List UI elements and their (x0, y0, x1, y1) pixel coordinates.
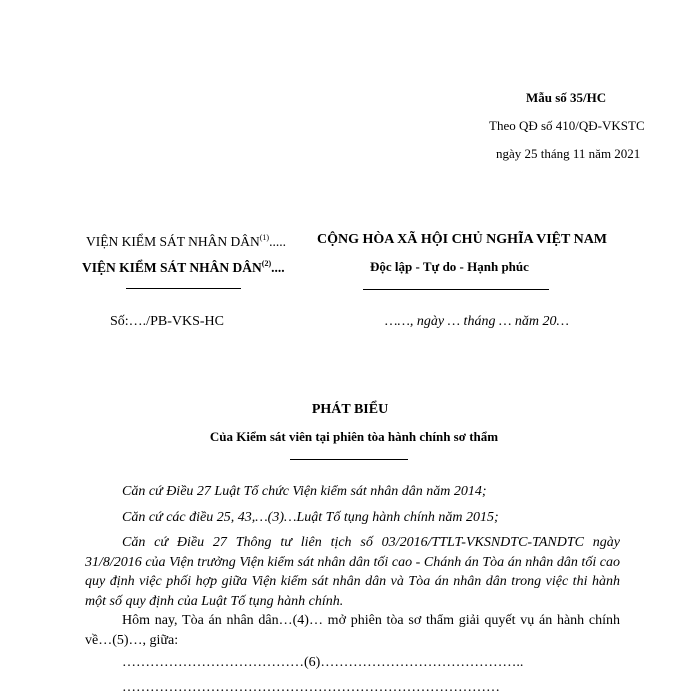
form-decision: Theo QĐ số 410/QĐ-VKSTC (489, 118, 645, 133)
document-number: Số:…./PB-VKS-HC (110, 314, 224, 329)
party-line-1: …………………………………(6)…………………………………….. (122, 655, 524, 670)
document-subtitle: Của Kiểm sát viên tại phiên tòa hành chính sơ thẩm (209, 429, 499, 444)
republic-motto: Độc lập - Tự do - Hạnh phúc (370, 259, 529, 274)
party-line-2: ……………………………………………………………………… (122, 680, 500, 695)
legal-basis-2: Căn cứ các điều 25, 43,…(3)…Luật Tố tụng hành chính năm 2015; (122, 510, 499, 525)
legal-basis-3: Căn cứ Điều 27 Thông tư liên tịch số 03/2016/TTLT-VKSNDTC-TANDTC ngày 31/8/2016 của Viện trưởng Viện kiểm sát nhân dân tối cao - Chánh án Tòa án nhân dân tối cao quy định việc phối hợp giữa Viện kiểm sát nhân dân và Tòa án nhân dân trong việc thi hành một số quy định của Luật Tố tụng hành chính. (85, 535, 620, 609)
place-date: ……, ngày … tháng … năm 20… (385, 314, 569, 329)
form-date: ngày 25 tháng 11 năm 2021 (496, 146, 641, 161)
agency-line-2: VIỆN KIỂM SÁT NHÂN DÂN$^{(2)}$.... (82, 259, 285, 275)
heading-divider (290, 459, 408, 460)
legal-basis-1: Căn cứ Điều 27 Luật Tổ chức Viện kiểm sát nhân dân năm 2014; (122, 484, 487, 499)
form-number: Mẫu số 35/HC (526, 90, 607, 105)
republic-name: CỘNG HÒA XÃ HỘI CHỦ NGHĨA VIỆT NAM (317, 232, 608, 247)
motto-divider (363, 289, 549, 290)
agency-divider (126, 288, 241, 289)
hearing-intro: Hôm nay, Tòa án nhân dân…(4)… mở phiên tòa sơ thẩm giải quyết vụ án hành chính về…(5)…, giữa: (85, 613, 620, 648)
agency-line-1: VIỆN KIỂM SÁT NHÂN DÂN$^{(1)}$..... (86, 233, 286, 249)
document-title: PHÁT BIỂU (311, 402, 389, 417)
